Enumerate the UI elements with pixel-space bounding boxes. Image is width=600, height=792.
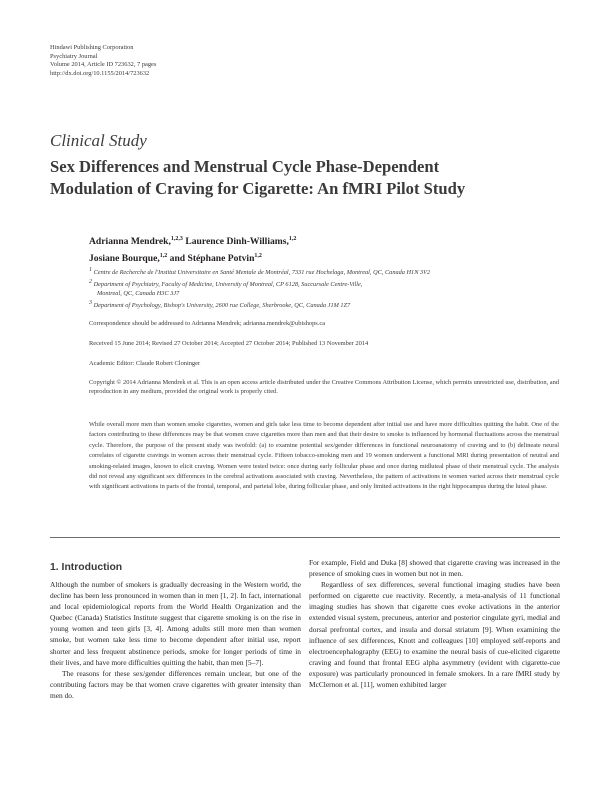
affiliation-text: Montreal, QC, Canada H3C 3J7 — [97, 290, 180, 298]
affiliation-text: Department of Psychology, Bishop's University, 2600 rue College, Sherbrooke, QC, Canada J1M 1Z7 — [93, 302, 351, 310]
journal-header — [50, 44, 156, 78]
author-list — [89, 232, 549, 266]
dates-text: Received 15 June 2014; Revised 27 October 2014; Accepted 27 October 2014; Published 13 November 2014 — [89, 340, 369, 347]
author-affil-marker: 1,2 — [288, 236, 297, 242]
section-divider — [50, 537, 560, 538]
affiliation-text: Centre de Recherche de l'Institut Universitaire en Santé Mentale de Montréal, 7331 rue Hochelaga, Montreal, QC, Canada H1N 3V2 — [93, 269, 431, 277]
author-line — [89, 232, 549, 249]
section-heading: 1. Introduction — [50, 562, 123, 573]
editor-text: Academic Editor: Claude Robert Cloninger — [89, 360, 201, 367]
author-name: and Stéphane Potvin — [169, 253, 255, 265]
author-name: Laurence Dinh-Williams, — [185, 236, 289, 248]
author-affil-marker: 1,2,3 — [170, 236, 183, 242]
affiliation-text: Department of Psychiatry, Faculty of Medicine, University of Montreal, CP 6128, Succursale Centre-Ville, — [93, 280, 363, 288]
doi-link[interactable]: http://dx.doi.org/10.1155/2014/723632 — [50, 69, 150, 77]
publisher-line: Hindawi Publishing Corporation — [50, 44, 134, 51]
body-paragraph: The reasons for these sex/gender differences remain unclear, but one of the contributing factors may be that women crave cigarettes with greater intensity than men do. — [50, 668, 301, 700]
affiliation-item — [89, 266, 559, 278]
body-paragraph: Although the number of smokers is gradually decreasing in the Western world, the decline has been less pronounced in women than in men [1, 2]. In fact, international and local epidemiological reports from the World Health Organization and the Quebec (Canada) Statistics Institute suggest that cigarette smoking is on the rise in young women and teen girls [3, 4]. Among adults still more men than women smoke, but women take less time to become dependent after initial use, report shorter and less frequent abstinence periods, smoke for longer periods of time in their lives, and have more difficulties quitting the habit, than men [5–7]. — [50, 580, 301, 667]
title-line: Modulation of Craving for Cigarette: An fMRI Pilot Study — [50, 179, 466, 198]
correspondence-text: Correspondence should be addressed to Adrianna Mendrek; adrianna.mendrek@ubishops.ca — [89, 320, 326, 327]
abstract-text: While overall more men than women smoke cigarettes, women and girls take less time to become dependent after initial use and have more difficulties quitting the habit. One of the factors contributing to these differences may be that women crave cigarettes more than men and that their desire to smoke is influenced by hormonal fluctuations across the menstrual cycle. Therefore, the purpose of the present study was twofold: (a) to examine potential sex/gender differences in functional neuroanatomy of craving and to (b) delineate neural correlates of cigarette cravings in women across their menstrual cycle. Fifteen tobacco-smoking men and 19 women underwent a functional MRI during presentation of neutral and smoking-related images, known to elicit craving. Women were tested twice: once during early follicular phase and once during midluteal phase of their menstrual cycle. The analysis did not reveal any significant sex differences in the cerebral activations associated with craving. Nevertheless, the pattern of activations in women varied across their menstrual cycle with significant activations in parts of the frontal, temporal, and parietal lobe, during follicular phase, and only limited activations in the right hippocampus during the luteal phase. — [89, 421, 559, 491]
body-paragraph: For example, Field and Duka [8] showed that cigarette craving was increased in the presence of smoking cues in women but not in men. — [309, 558, 560, 579]
author-name: Adrianna Mendrek, — [89, 236, 171, 248]
journal-name-line: Psychiatry Journal — [50, 52, 98, 60]
article-title — [50, 156, 560, 200]
title-line: Sex Differences and Menstrual Cycle Phase-Dependent — [50, 157, 440, 176]
affiliation-item — [89, 278, 559, 290]
body-paragraph: Regardless of sex differences, several functional imaging studies have been performed on cigarette cue reactivity. Recently, a meta-analysis of 11 functional imaging studies has shown that cigarette cues evoke activations in the anterior extended visual system, precuneus, anterior and posterior cingulate gyri, medial and dorsal prefrontal cortex, and insula and dorsal striatum [9]. When examining the influence of sex differences, Knott and colleagues [10] employed self-reports and electroencephalography (EEG) to examine the neural basis of cue-elicited cigarette craving and found that frontal EEG alpha asymmetry (evident with cigarette-cue exposure) was particularly pronounced in female smokers. In a rare fMRI study by McClernon et al. [11], women exhibited larger — [309, 580, 560, 690]
copyright-notice: Copyright © 2014 Adrianna Mendrek et al. This is an open access article distributed under the Creative Commons Attribution License, which permits unrestricted use, distribution, and reproduction in any medium, provided the original work is properly cited. — [89, 379, 559, 396]
author-name: Josiane Bourque, — [89, 253, 160, 265]
volume-line: Volume 2014, Article ID 723632, 7 pages — [50, 61, 157, 69]
correspondence — [89, 320, 559, 329]
affiliation-number: 2 — [89, 278, 92, 285]
author-line — [89, 249, 549, 266]
affiliations — [89, 266, 559, 311]
affiliation-number: 1 — [89, 267, 92, 273]
academic-editor — [89, 360, 559, 369]
author-affil-marker: 1,2 — [159, 253, 168, 260]
affiliation-number: 3 — [89, 299, 92, 306]
body-column-right — [309, 557, 560, 690]
article-type: Clinical Study — [50, 131, 147, 150]
affiliation-item — [89, 299, 559, 311]
body-column-left — [50, 579, 301, 701]
article-dates — [89, 340, 559, 349]
author-affil-marker: 1,2 — [254, 253, 262, 260]
